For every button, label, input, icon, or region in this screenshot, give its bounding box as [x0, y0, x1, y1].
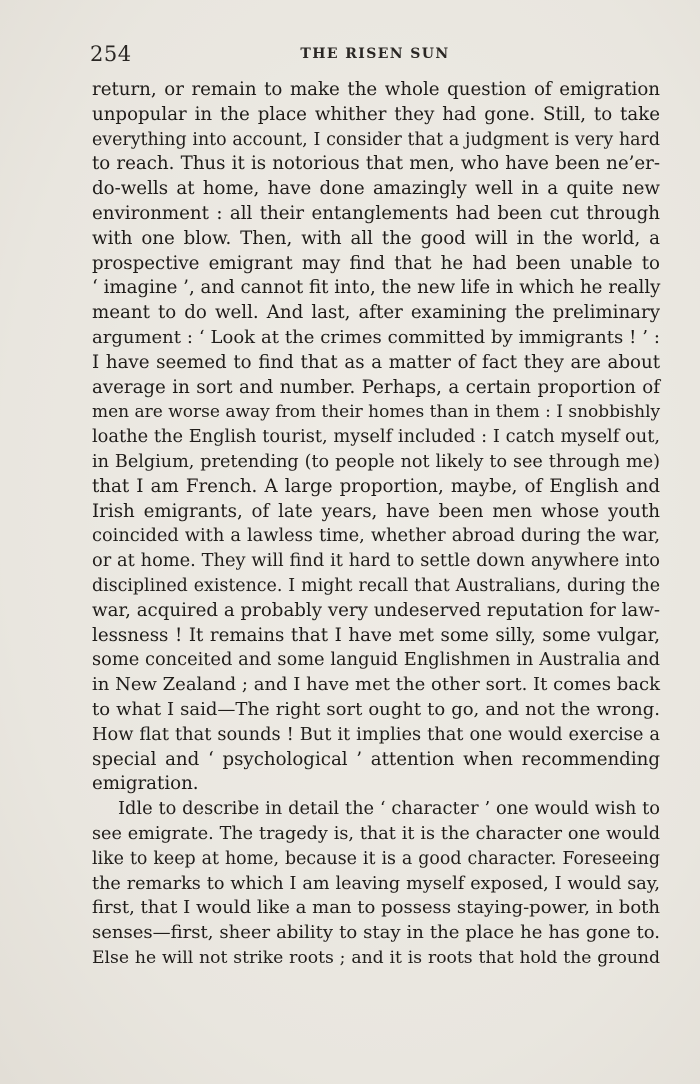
text-line: like to keep at home, because it is a good character. Foreseeing	[92, 848, 660, 869]
text-line: coincided with a lawless time, whether abroad during the war,	[92, 525, 660, 547]
page-header	[90, 42, 660, 68]
text-line: see emigrate. The tragedy is, that it is the character one would	[92, 823, 660, 844]
body-text	[92, 78, 660, 971]
text-line: special and ‘ psychological ’ attention when recommending	[92, 748, 660, 770]
text-line: with one blow. Then, with all the good will in the world, a	[92, 227, 660, 249]
text-line: prospective emigrant may find that he had been unable to	[92, 252, 660, 274]
text-line: everything into account, I consider that a judgment is very hard	[92, 129, 660, 150]
text-line: to what I said—The right sort ought to go, and not the wrong.	[92, 698, 660, 720]
text-line: do-wells at home, have done amazingly well in a quite new	[92, 178, 660, 200]
text-line: Irish emigrants, of late years, have been men whose youth	[92, 500, 660, 522]
text-line: lessness ! It remains that I have met some silly, some vulgar,	[92, 624, 660, 646]
text-line: war, acquired a probably very undeserved reputation for law-	[92, 599, 660, 621]
text-line: Else he will not strike roots ; and it is roots that hold the ground	[92, 947, 660, 968]
text-line: that I am French. A large proportion, maybe, of English and	[92, 475, 660, 497]
text-line: unpopular in the place whither they had gone. Still, to take	[92, 103, 660, 125]
text-line: the remarks to which I am leaving myself exposed, I would say,	[92, 873, 660, 894]
text-line: emigration.	[92, 773, 199, 795]
text-line: senses—first, sheer ability to stay in the place he has gone to.	[92, 922, 660, 944]
text-line: or at home. They will find it hard to settle down anywhere into	[92, 550, 660, 572]
text-line: disciplined existence. I might recall that Australians, during the	[92, 575, 660, 596]
text-line: argument : ‘ Look at the crimes committed by immigrants ! ’ :	[92, 326, 660, 348]
page-number: 254	[90, 42, 132, 66]
text-line: first, that I would like a man to possess staying-power, in both	[92, 897, 660, 919]
text-line: How flat that sounds ! But it implies that one would exercise a	[92, 723, 660, 745]
text-line: some conceited and some languid Englishmen in Australia and	[92, 649, 660, 671]
paragraph-1	[92, 78, 660, 797]
text-line: men are worse away from their homes than in them : I snobbishly	[92, 402, 661, 423]
text-line: Idle to describe in detail the ‘ character ’ one would wish to	[118, 798, 660, 820]
text-line: environment : all their entanglements had been cut through	[92, 202, 660, 224]
running-head: THE RISEN SUN	[300, 46, 450, 62]
paragraph-2	[92, 797, 660, 971]
text-line: I have seemed to find that as a matter of fact they are about	[92, 351, 660, 373]
text-line: in Belgium, pretending (to people not likely to see through me)	[92, 451, 660, 472]
text-line: loathe the English tourist, myself included : I catch myself out,	[92, 426, 660, 448]
text-line: ‘ imagine ’, and cannot fit into, the new life in which he really	[92, 277, 661, 299]
text-line: average in sort and number. Perhaps, a certain proportion of	[92, 376, 660, 398]
text-line: return, or remain to make the whole question of emigration	[92, 79, 660, 100]
text-line: in New Zealand ; and I have met the other sort. It comes back	[92, 674, 660, 696]
text-line: to reach. Thus it is notorious that men, who have been ne’er-	[92, 153, 660, 175]
text-line: meant to do well. And last, after examining the preliminary	[92, 302, 660, 324]
